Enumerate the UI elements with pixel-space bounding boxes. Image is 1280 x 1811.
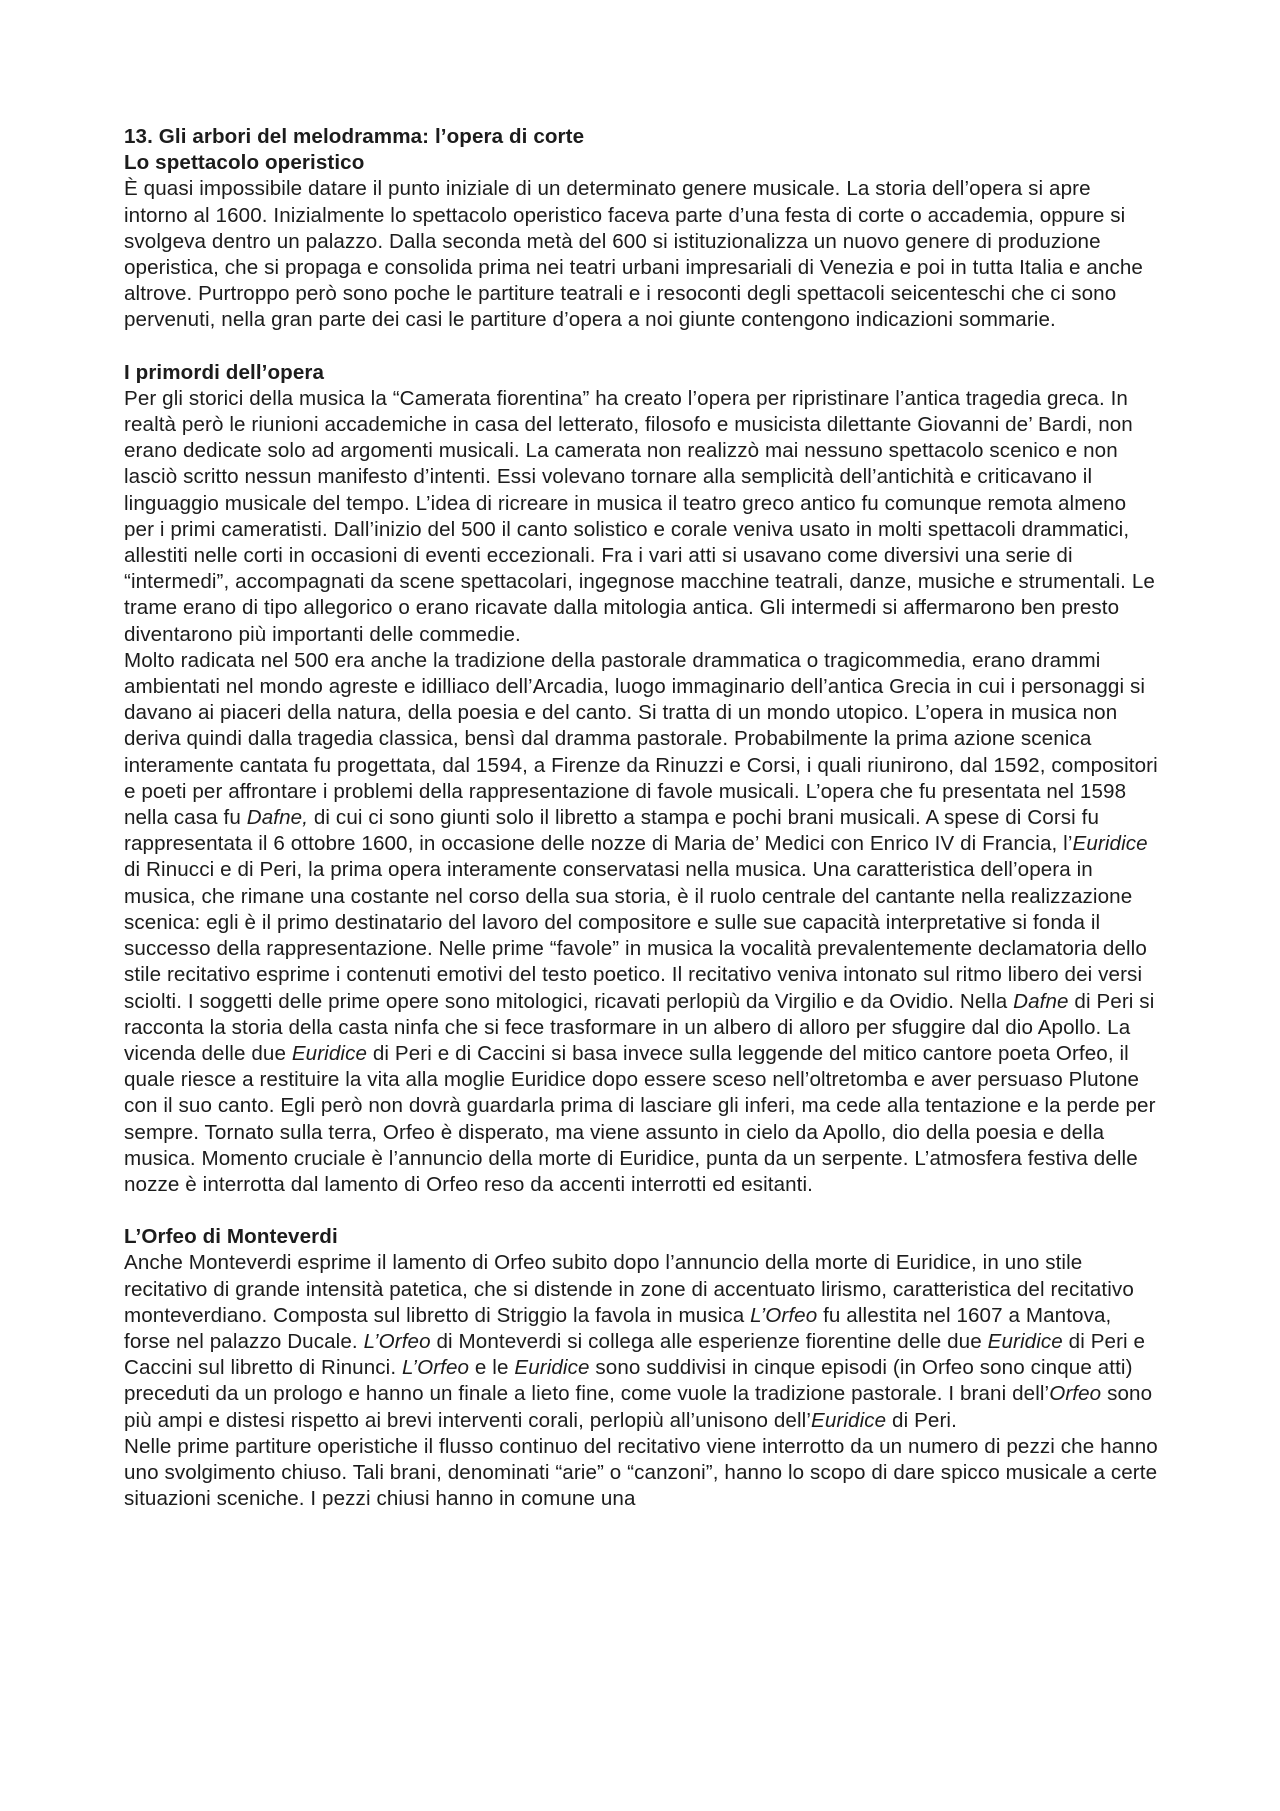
paragraph: Molto radicata nel 500 era anche la tradizione della pastorale drammatica o tragicommedia, erano drammi ambientati nel mondo agreste e idilliaco dell’Arcadia, luogo immaginario dell’antica Grecia in cui i personaggi si davano ai piaceri della natura, della poesia e del canto. Si tratta di un mondo utopico. L’opera in musica non deriva quindi dalla tragedia classica, bensì dal dramma pastorale. Probabilmente la prima azione scenica interamente cantata fu progettata, dal 1594, a Firenze da Rinuzzi e Corsi, i quali riunirono, dal 1592, compositori e poeti per affrontare i problemi della rappresentazione di favole musicali. L’opera che fu presentata nel 1598 nella casa fu Dafne, di cui ci sono giunti solo il libretto a stampa e pochi brani musicali. A spese di Corsi fu rappresentata il 6 ottobre 1600, in occasione delle nozze di Maria de’ Medici con Enrico IV di Francia, l’Euridice di Rinucci e di Peri, la prima opera interamente conservatasi nella musica. Una caratteristica dell’opera in musica, che rimane una costante nel corso della sua storia, è il ruolo centrale del cantante nella realizzazione scenica: egli è il primo destinatario del lavoro del compositore e sulle sue capacità interpretative si fonda il successo della rappresentazione. Nelle prime “favole” in musica la vocalità prevalentemente declamatoria dello stile recitativo esprime i contenuti emotivi del testo poetico. Il recitativo veniva intonato sul ritmo libero dei versi sciolti. I soggetti delle prime opere sono mitologici, ricavati perlopiù da Virgilio e da Ovidio. Nella Dafne di Peri si racconta la storia della casta ninfa che si fece trasformare in un albero di alloro per sfuggire dal dio Apollo. La vicenda delle due Euridice di Peri e di Caccini si basa invece sulla leggende del mitico cantore poeta Orfeo, il quale riesce a restituire la vita alla moglie Euridice dopo essere sceso nell’oltretomba e aver persuaso Plutone con il suo canto. Egli però non dovrà guardarla prima di lasciare gli inferi, ma cede alla tentazione e la perde per sempre. Tornato sulla terra, Orfeo è disperato, ma viene assunto in cielo da Apollo, dio della poesia e della musica. Momento cruciale è l’annuncio della morte di Euridice, punta da un serpente. L’atmosfera festiva delle nozze è interrotta dal lamento di Orfeo reso da accenti interrotti ed esitanti.: [124, 648, 1158, 1196]
section-heading: I primordi dell’opera: [124, 360, 325, 384]
paragraph: Anche Monteverdi esprime il lamento di Orfeo subito dopo l’annuncio della morte di Euridice, in uno stile recitativo di grande intensità patetica, che si distende in zone di accentuato lirismo, caratteristica del recitativo monteverdiano. Composta sul libretto di Striggio la favola in musica L’Orfeo fu allestita nel 1607 a Mantova, forse nel palazzo Ducale. L’Orfeo di Monteverdi si collega alle esperienze fiorentine delle due Euridice di Peri e Caccini sul libretto di Rinunci. L’Orfeo e le Euridice sono suddivisi in cinque episodi (in Orfeo sono cinque atti) preceduti da un prologo e hanno un finale a lieto fine, come vuole la tradizione pastorale. I brani dell’Orfeo sono più ampi e distesi rispetto ai brevi interventi corali, perlopiù all’unisono dell’Euridice di Peri.: [124, 1251, 1153, 1432]
section-heading: Lo spettacolo operistico: [124, 151, 365, 175]
section-orfeo: [124, 1224, 1160, 1512]
paragraph: Per gli storici della musica la “Camerata fiorentina” ha creato l’opera per ripristinare l’antica tragedia greca. In realtà però le riunioni accademiche in casa del letterato, filosofo e musicista dilettante Giovanni de’ Bardi, non erano dedicate solo ad argomenti musicali. La camerata non realizzò mai nessuno spettacolo scenico e non lasciò scritto nessun manifesto d’intenti. Essi volevano tornare alla semplicità dell’antichità e criticavano il linguaggio musicale del tempo. L’idea di ricreare in musica il teatro greco antico fu comunque remota almeno per i primi cameratisti. Dall’inizio del 500 il canto solistico e corale veniva usato in molti spettacoli drammatici, allestiti nelle corti in occasioni di eventi eccezionali. Fra i vari atti si usavano come diversivi una serie di “intermedi”, accompagnati da scene spettacolari, ingegnose macchine teatrali, danze, musiche e strumentali. Le trame erano di tipo allegorico o erano ricavate dalla mitologia antica. Gli intermedi si affermarono ben presto diventarono più importanti delle commedie.: [124, 386, 1155, 646]
section-spettacolo: [124, 150, 1160, 333]
document-title: 13. Gli arbori del melodramma: l’opera di corte: [124, 125, 585, 148]
section-heading: L’Orfeo di Monteverdi: [124, 1225, 338, 1249]
paragraph: È quasi impossibile datare il punto iniziale di un determinato genere musicale. La storia dell’opera si apre intorno al 1600. Inizialmente lo spettacolo operistico faceva parte d’una festa di corte o accademia, oppure si svolgeva dentro un palazzo. Dalla seconda metà del 600 si istituzionalizza un nuovo genere di produzione operistica, che si propaga e consolida prima nei teatri urbani impresariali di Venezia e poi in tutta Italia e anche altrove. Purtroppo però sono poche le partiture teatrali e i resoconti degli spettacoli seicenteschi che ci sono pervenuti, nella gran parte dei casi le partiture d’opera a noi giunte contengono indicazioni sommarie.: [124, 177, 1143, 332]
document-page: [124, 124, 1160, 1512]
paragraph: Nelle prime partiture operistiche il flusso continuo del recitativo viene interrotto da un numero di pezzi che hanno uno svolgimento chiuso. Tali brani, denominati “arie” o “canzoni”, hanno lo scopo di dare spicco musicale a certe situazioni sceniche. I pezzi chiusi hanno in comune una: [124, 1434, 1158, 1511]
section-primordi: [124, 360, 1160, 1199]
